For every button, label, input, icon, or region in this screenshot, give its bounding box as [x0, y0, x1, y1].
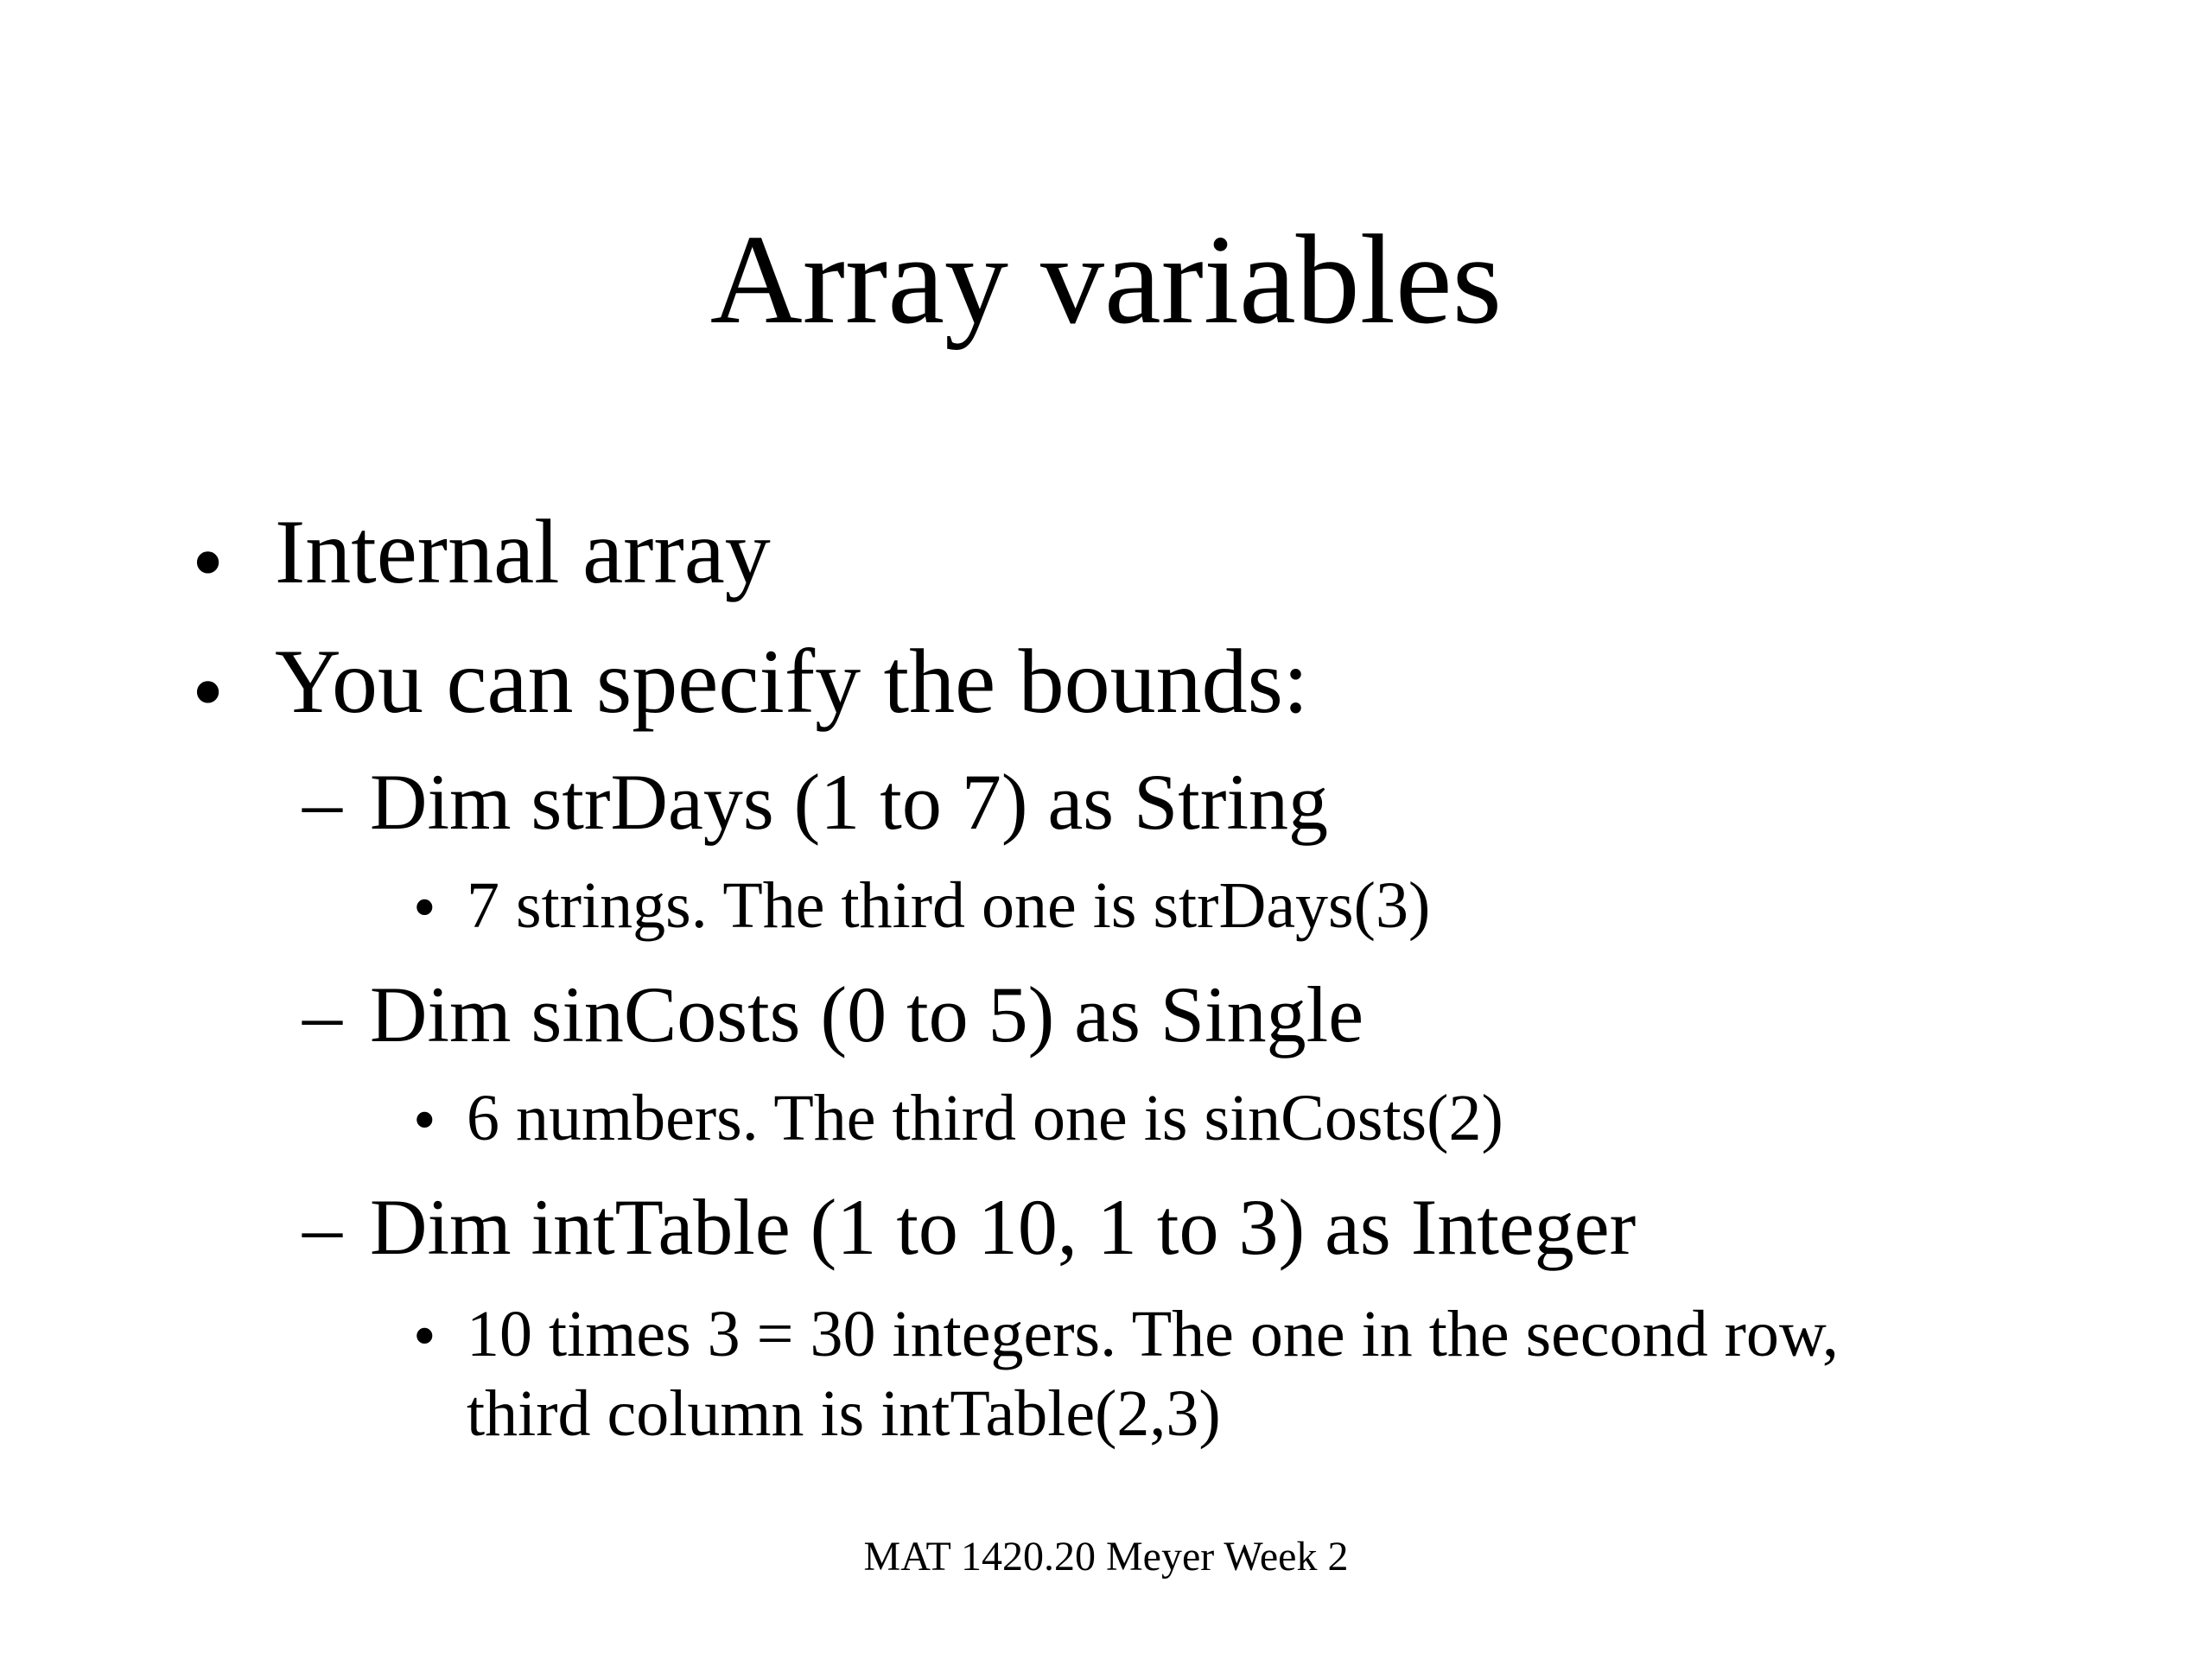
detail-inttable-line2: third column is intTable(2,3) [467, 1377, 1221, 1450]
detail-strdays: 7 strings. The third one is strDays(3) [467, 869, 1431, 942]
subitem-sincosts: Dim sinCosts (0 to 5) as Single [370, 970, 1364, 1058]
bullet-icon: • [413, 1300, 436, 1372]
subitem-inttable: Dim intTable (1 to 10, 1 to 3) as Integer [370, 1183, 1637, 1271]
slide-footer: MAT 1420.20 Meyer Week 2 [863, 1534, 1349, 1580]
bullet-icon: • [413, 1084, 436, 1156]
dash-icon: – [302, 1183, 342, 1271]
slide-title: Array variables [709, 209, 1503, 351]
bullet-icon: • [413, 871, 436, 944]
subitem-strdays: Dim strDays (1 to 7) as String [370, 758, 1329, 846]
bullet-icon: • [192, 512, 225, 613]
dash-icon: – [302, 758, 342, 846]
bullet-specify-bounds: You can specify the bounds: [275, 631, 1309, 732]
detail-inttable-line1: 10 times 3 = 30 integers. The one in the second row, [467, 1298, 1839, 1370]
bullet-internal-array: Internal array [275, 501, 771, 602]
bullet-icon: • [192, 641, 225, 742]
detail-sincosts: 6 numbers. The third one is sinCosts(2) [467, 1082, 1503, 1154]
dash-icon: – [302, 970, 342, 1058]
